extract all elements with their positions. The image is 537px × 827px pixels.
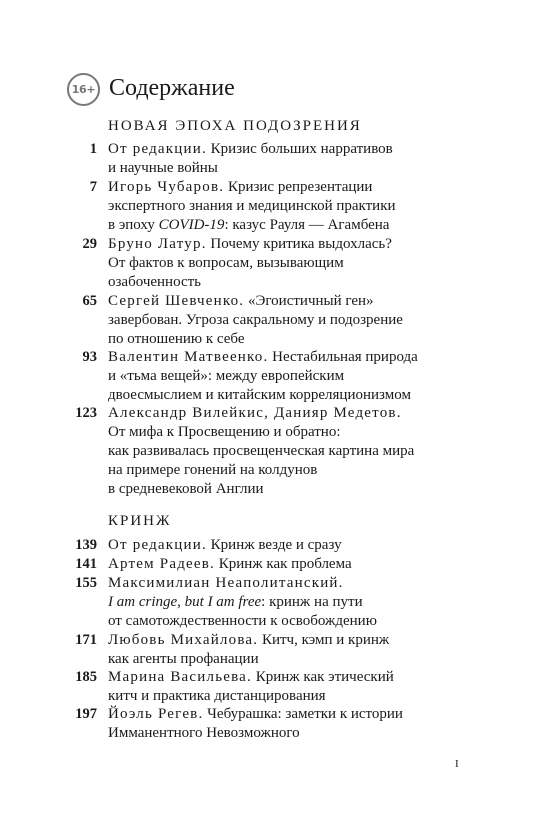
entry-title-line: на примере гонений на колдунов [108,462,318,478]
entry-title-line: Чебурашка: заметки к истории [207,706,403,722]
section-heading: КРИНЖ [108,513,172,529]
entry-page-number: 7 [89,179,97,195]
entry-title-line: завербован. Угроза сакральному и подозрение [108,312,403,328]
entry-text [108,178,518,235]
entry-title-line: как развивалась просвещенческая картина мира [108,443,415,459]
entry-title-line: От фактов к вопросам, вызывающим [108,255,344,271]
entry-page-number: 197 [75,706,97,722]
entry-text [108,536,518,555]
entry-author: Бруно Латур. [108,236,207,252]
entry-title-line: Кризис репрезентации [227,179,373,195]
entry-title-line: Нестабильная природа [272,349,418,365]
entry-page-number: 1 [89,141,97,157]
entry-author: От редакции. [108,141,207,157]
entry-title-line: Кринж как проблема [218,556,352,572]
entry-author: Александр Вилейкис, Данияр Медетов. [108,405,402,421]
entry-text [108,705,518,743]
entry-title-line: и научные войны [108,160,218,176]
entry-title-italic-phrase: I am cringe, but I am free [108,594,262,610]
entry-text [108,140,518,178]
entry-text [108,555,518,574]
entry-title-line: От мифа к Просвещению и обратно: [108,424,341,440]
entry-page-number: 29 [82,236,97,252]
entry-title-line: как агенты профанации [108,651,259,667]
section-heading: НОВАЯ ЭПОХА ПОДОЗРЕНИЯ [108,118,362,134]
entry-title-line: экспертного знания и медицинской практики [108,198,396,214]
entry-author: Артем Радеев. [108,556,215,572]
entry-title-line: и «тьма вещей»: между европейским [108,368,345,384]
entry-text [108,404,518,499]
entry-text [108,668,518,706]
entry-title-line: «Эгоистичный ген» [248,293,374,309]
entry-title-line: по отношению к себе [108,331,245,347]
entry-text [108,292,518,349]
entry-author: От редакции. [108,537,207,553]
entry-page-number: 93 [82,349,97,365]
entry-author: Игорь Чубаров. [108,179,225,195]
entry-page-number: 65 [82,293,97,309]
entry-page-number: 123 [75,405,97,421]
entry-title-line: Китч, кэмп и кринж [261,632,390,648]
page-number: I [455,758,459,770]
entry-page-number: 185 [75,669,97,685]
entry-title-line: в средневековой Англии [108,481,264,497]
entry-author: Сергей Шевченко. [108,293,245,309]
entry-text: Максимилиан Неаполитанский. I am cringe, but I am free: кринж на пути от самотождественности к освобождению [108,575,377,629]
entry-text [108,235,518,292]
entry-title-line: Кринж как этический [255,669,394,685]
entry-title-line: озабоченность [108,274,202,290]
entry-title-line: от самотождественности к освобождению [108,613,377,629]
entry-page-number: 141 [75,556,97,572]
entry-page-number: 139 [75,537,97,553]
entry-author: Валентин Матвеенко. [108,349,269,365]
age-rating-badge: 16+ [67,73,100,106]
entry-title-line: двоесмыслием и китайским корреляционизмом [108,387,411,403]
entry-text [108,348,518,405]
entry-title-line: Кринж везде и сразу [210,537,342,553]
entry-title-line: Имманентного Невозможного [108,725,300,741]
entry-title-line: Кризис больших нарративов [210,141,393,157]
entry-author: Максимилиан Неаполитанский. [108,575,344,591]
entry-title-line: китч и практика дистанцирования [108,688,326,704]
entry-text [108,631,518,669]
entry-author: Йоэль Регев. [108,706,204,722]
entry-title-line: Почему критика выдохлась? [210,236,392,252]
entry-page-number: 171 [75,632,97,648]
entry-page-number: 155 [75,575,97,591]
entry-title-line: в эпоху COVID-19: казус Рауля — Агамбена [108,217,390,233]
contents-title: Содержание [109,75,235,101]
entry-author: Марина Васильева. [108,669,252,685]
entry-author: Любовь Михайлова. [108,632,259,648]
